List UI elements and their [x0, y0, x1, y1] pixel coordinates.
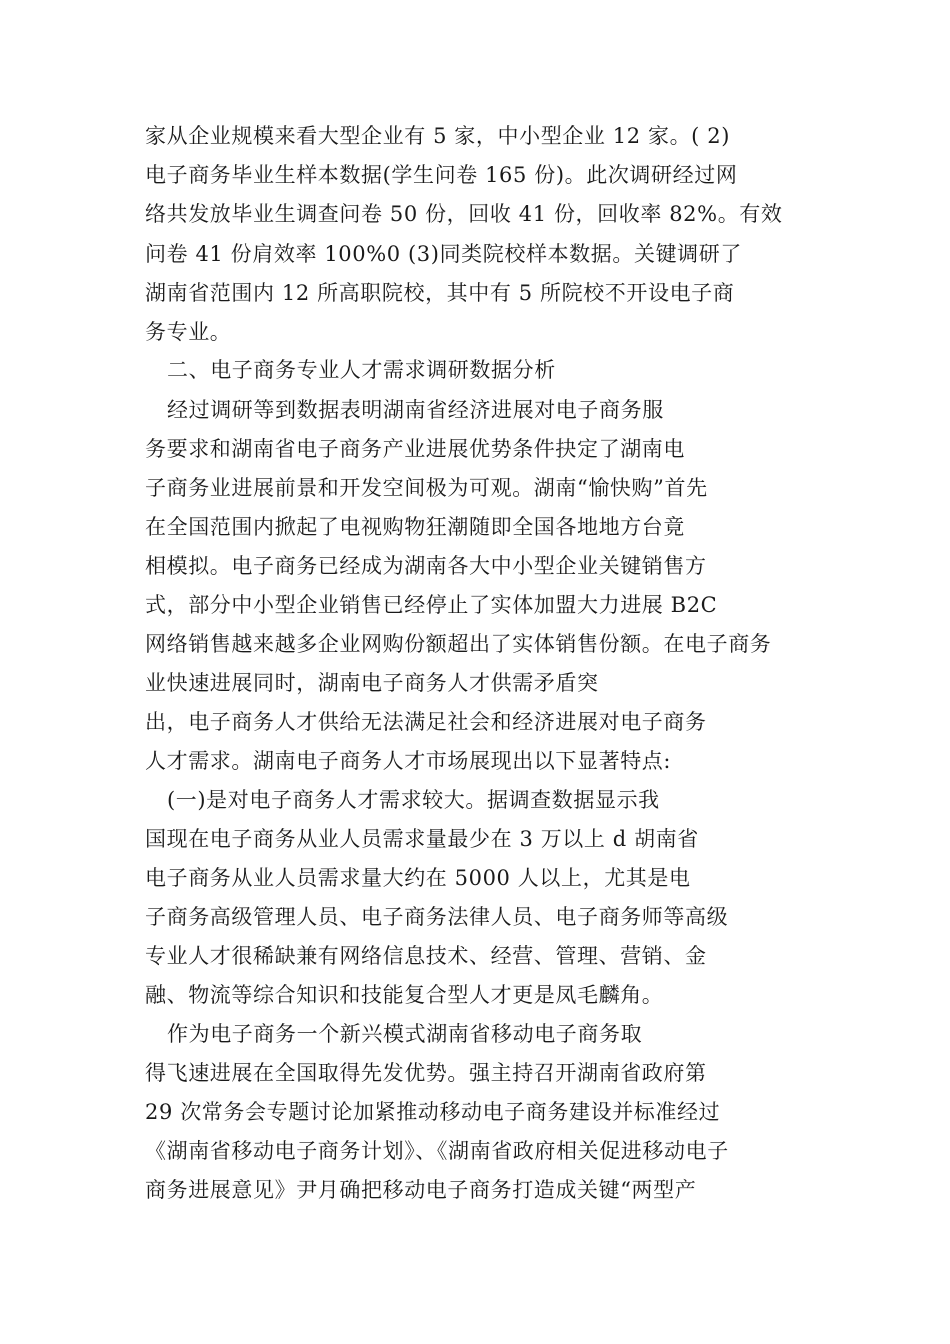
text-line: (一)是对电子商务人才需求较大。据调查数据显示我: [167, 788, 660, 812]
text-line: 经过调研等到数据表明湖南省经济进展对电子商务服: [167, 398, 664, 422]
text-line: 在全国范围内掀起了电视购物狂潮随即全国各地地方台竟: [145, 515, 685, 539]
text-line: 子商务业进展前景和开发空间极为可观。湖南“愉快购”首先: [145, 476, 708, 500]
text-line: 29 次常务会专题讨论加紧推动移动电子商务建设并标准经过: [145, 1100, 721, 1124]
text-line: 出，电子商务人才供给无法满足社会和经济进展对电子商务: [145, 710, 707, 734]
text-line: 《湖南省移动电子商务计划》、《湖南省政府相关促进移动电子: [145, 1139, 729, 1163]
text-line: 电子商务从业人员需求量大约在 5000 人以上，尤其是电: [145, 866, 691, 890]
text-line: 得飞速进展在全国取得先发优势。强主持召开湖南省政府第: [145, 1061, 707, 1085]
text-line: 电子商务毕业生样本数据(学生问卷 165 份)。此次调研经过网: [145, 163, 738, 187]
text-line: 问卷 41 份肩效率 100%0 (3)同类院校样本数据。关键调研了: [145, 242, 742, 266]
text-line: 商务进展意见》尹月确把移动电子商务打造成关键“两型产: [145, 1178, 697, 1202]
section-heading: 二、电子商务专业人才需求调研数据分析: [167, 358, 556, 382]
text-line: 络共发放毕业生调查问卷 50 份，回收 41 份，回收率 82%。有效: [145, 202, 783, 226]
text-line: 务专业。: [145, 320, 232, 344]
text-line: 子商务高级管理人员、电子商务法律人员、电子商务师等高级: [145, 905, 729, 929]
text-line: 专业人才很稀缺兼有网络信息技术、经营、管理、营销、金: [145, 944, 707, 968]
text-line: 湖南省范围内 12 所高职院校，其中有 5 所院校不开设电子商: [145, 281, 735, 305]
text-line: 作为电子商务一个新兴模式湖南省移动电子商务取: [167, 1022, 643, 1046]
text-line: 务要求和湖南省电子商务产业进展优势条件抉定了湖南电: [145, 437, 685, 461]
text-line: 业快速进展同时，湖南电子商务人才供需矛盾突: [145, 671, 599, 695]
text-line: 人才需求。湖南电子商务人才市场展现出以下显著特点:: [145, 749, 672, 773]
text-line: 融、物流等综合知识和技能复合型人才更是凤毛麟角。: [145, 983, 664, 1007]
text-line: 式，部分中小型企业销售已经停止了实体加盟大力进展 B2C: [145, 593, 718, 617]
text-line: 国现在电子商务从业人员需求量最少在 3 万以上 d 胡南省: [145, 827, 699, 851]
text-line: 网络销售越来越多企业网购份额超出了实体销售份额。在电子商务: [145, 632, 772, 656]
text-line: 家从企业规模来看大型企业有 5 家，中小型企业 12 家。( 2): [145, 124, 731, 148]
text-line: 相模拟。电子商务已经成为湖南各大中小型企业关键销售方: [145, 554, 707, 578]
